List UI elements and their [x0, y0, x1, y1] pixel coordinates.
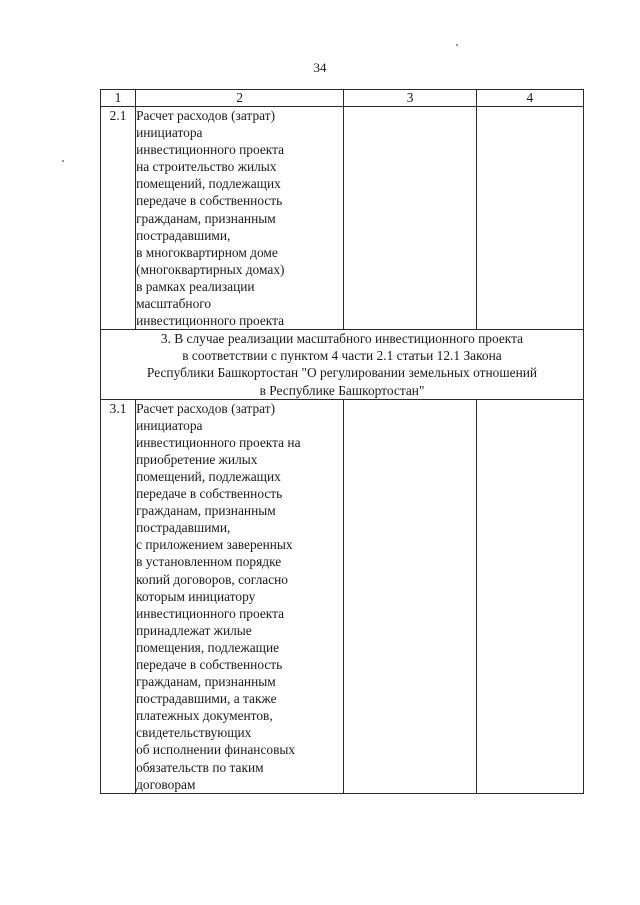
header-cell-1: 1 — [101, 90, 136, 107]
description-line: передаче в собственность — [136, 193, 283, 209]
section-row — [101, 330, 584, 399]
section-line: 3. В случае реализации масштабного инвестиционного проекта — [160, 331, 524, 347]
header-cell-2: 2 — [136, 90, 344, 107]
table-row-2-1 — [101, 107, 584, 330]
description-line: передаче в собственность — [136, 486, 283, 502]
description-line: Расчет расходов (затрат) — [136, 400, 276, 416]
description-line: инициатора — [136, 417, 203, 433]
description-line: инвестиционного проекта — [136, 605, 285, 621]
description-line: которым инициатору — [136, 588, 256, 604]
description-line: помещений, подлежащих — [136, 468, 281, 484]
description-line: Расчет расходов (затрат) — [136, 108, 276, 123]
description-line: платежных документов, — [136, 708, 273, 724]
row-description — [136, 107, 344, 330]
description-line: передаче в собственность — [136, 657, 283, 672]
row-col3-cell — [344, 107, 476, 330]
section-heading — [101, 330, 584, 399]
description-line: на строительство жилых — [136, 159, 277, 175]
table-row-3-1 — [101, 399, 584, 793]
description-line: гражданам, признанным — [136, 210, 276, 226]
description-line: приобретение жилых — [136, 451, 258, 467]
description-line: копий договоров, согласно — [136, 571, 289, 587]
description-line: гражданам, признанным — [136, 503, 276, 519]
description-line: пострадавшими, а также — [136, 691, 277, 707]
section-line: в Республике Башкортостан" — [259, 382, 425, 398]
section-line: Республики Башкортостан "О регулировании земельных отношений — [146, 365, 538, 381]
header-cell-4: 4 — [476, 90, 583, 107]
row-col3-cell — [344, 399, 476, 793]
description-line: (многоквартирных домах) — [136, 261, 285, 277]
row-col4-cell — [476, 107, 583, 330]
description-line: об исполнении финансовых — [136, 742, 296, 758]
description-line: пострадавшими, — [136, 520, 231, 536]
description-line: гражданам, признанным — [136, 674, 276, 690]
row-number: 2.1 — [101, 107, 136, 330]
description-line: обязательств по таким — [136, 759, 264, 775]
description-line: в установленном порядке — [136, 554, 282, 570]
row-number: 3.1 — [101, 399, 136, 793]
row-description — [136, 399, 344, 793]
description-line: инвестиционного проекта — [136, 142, 285, 158]
description-line: инвестиционного проекта — [136, 313, 285, 329]
description-line: договорам — [136, 776, 196, 792]
scan-speck — [62, 160, 64, 162]
description-line: инициатора — [136, 125, 203, 141]
scan-speck — [456, 44, 458, 46]
table-header-row — [101, 90, 584, 107]
row-col4-cell — [476, 399, 583, 793]
description-line: в рамках реализации — [136, 278, 255, 294]
description-line: масштабного — [136, 296, 212, 312]
description-line: принадлежат жилые — [136, 622, 252, 638]
description-line: в многоквартирном доме — [136, 244, 278, 260]
page-number: 34 — [313, 60, 327, 75]
header-cell-3: 3 — [344, 90, 476, 107]
description-line: инвестиционного проекта на — [136, 434, 301, 450]
description-line: свидетельствующих — [136, 725, 252, 741]
description-line: помещений, подлежащих — [136, 176, 281, 192]
section-line: в соответствии с пунктом 4 части 2.1 статьи 12.1 Закона — [182, 348, 502, 364]
data-table — [100, 89, 584, 794]
description-line: помещения, подлежащие — [136, 639, 280, 655]
description-line: с приложением заверенных — [136, 537, 293, 553]
description-line: пострадавшими, — [136, 227, 231, 243]
